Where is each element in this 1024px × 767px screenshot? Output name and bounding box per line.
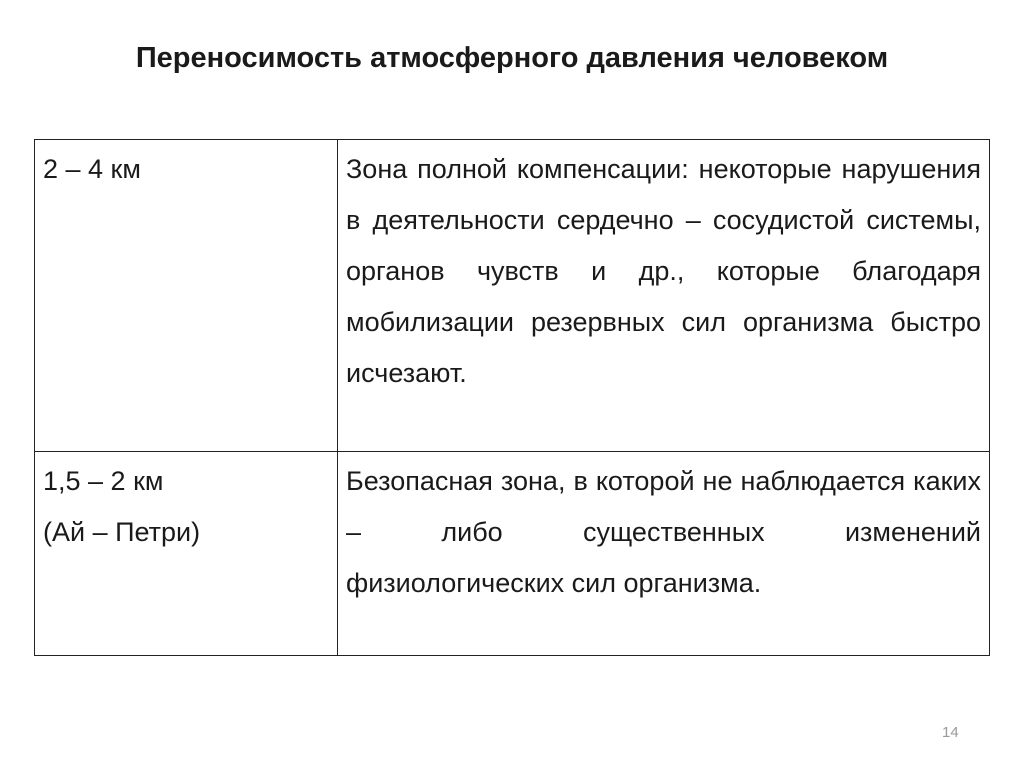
- pressure-tolerance-table: [34, 139, 990, 656]
- altitude-cell: [35, 140, 338, 452]
- page-number: 14: [942, 724, 959, 741]
- altitude-text: 1,5 – 2 км: [43, 466, 164, 496]
- slide-title: Переносимость атмосферного давления человеком: [135, 42, 889, 74]
- table-row: [35, 140, 990, 452]
- description-cell: Зона полной компенсации: некоторые нарушения в деятельности сердечно – сосудистой системы, органов чувств и др., которые благодаря мобилизации резервных сил организма быстро исчезают.: [338, 140, 990, 452]
- altitude-text: 2 – 4 км: [43, 154, 141, 184]
- table-row: [35, 452, 990, 656]
- altitude-cell: [35, 452, 338, 656]
- description-cell: Безопасная зона, в которой не наблюдается каких – либо существенных изменений физиологических сил организма.: [338, 452, 990, 656]
- location-text: (Ай – Петри): [43, 517, 201, 547]
